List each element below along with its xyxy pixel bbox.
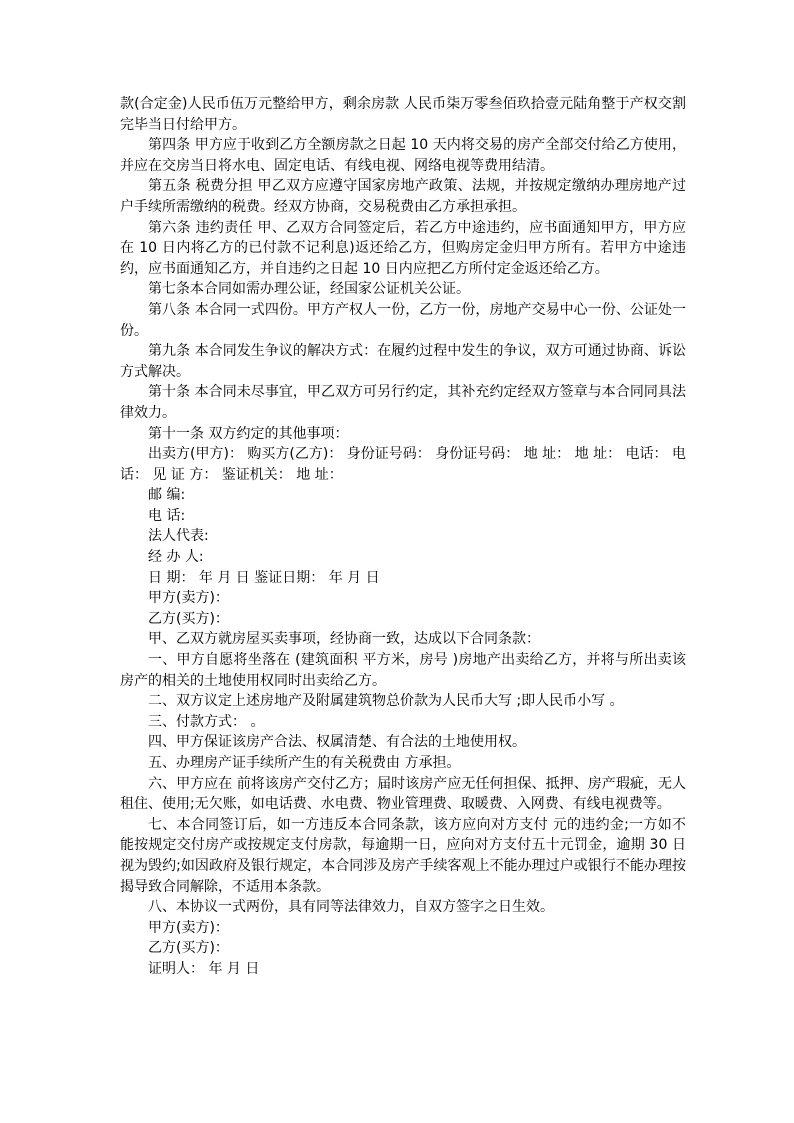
term-3-payment: 三、付款方式： 。 xyxy=(148,713,265,730)
clause-9-disputes: 第九条 本合同发生争议的解决方式：在履约过程中发生的争议，双方可通过协商、诉讼方式解决。 xyxy=(120,343,686,380)
date-line: 日 期： 年 月 日 鉴证日期： 年 月 日 xyxy=(148,569,380,586)
clause-4-handover: 第四条 甲方应于收到乙方全额房款之日起 10 天内将交易的房产全部交付给乙方使用，并应在交房当日将水电、固定电话、有线电视、网络电视等费用结清。 xyxy=(120,137,686,174)
term-2-price: 二、双方议定上述房地产及附属建筑物总价款为人民币大写 ;即人民币小写 。 xyxy=(148,693,624,710)
agreement-intro: 甲、乙双方就房屋买卖事项，经协商一致，达成以下合同条款： xyxy=(148,631,540,648)
witness-date-line: 证明人： 年 月 日 xyxy=(148,960,260,977)
term-4-guarantee: 四、甲方保证该房产合法、权属清楚、有合法的土地使用权。 xyxy=(148,734,526,751)
term-5-fees: 五、办理房产证手续所产生的有关税费由 方承担。 xyxy=(148,755,461,771)
clause-7-notarization: 第七条本合同如需办理公证，经国家公证机关公证。 xyxy=(148,281,470,298)
party-b-buyer-line-2: 乙方(买方)： xyxy=(148,940,229,957)
handler-line: 经 办 人: xyxy=(148,549,204,566)
term-1-property: 一、甲方自愿将坐落在 (建筑面积 平方米，房号 )房地产出卖给乙方，并将与所出卖该房产的相关的土地使用权同时出卖给乙方。 xyxy=(120,652,686,689)
party-b-buyer-line: 乙方(买方)： xyxy=(148,610,229,627)
postcode-line: 邮 编: xyxy=(148,487,186,504)
legal-representative-line: 法人代表: xyxy=(148,528,209,545)
party-a-seller-line-2: 甲方(卖方)： xyxy=(148,919,229,936)
paragraph-deposit-payment: 款(合定金)人民币伍万元整给甲方，剩余房款 人民币柒万零叁佰玖拾壹元陆角整于产权交割完毕当日付给甲方。 xyxy=(120,96,686,133)
clause-6-breach: 第六条 违约责任 甲、乙双方合同签定后，若乙方中途违约，应书面通知甲方，甲方应在 10 日内将乙方的已付款不记利息)返还给乙方，但购房定金归甲方所有。若甲方中途违约，应书面通知乙方，并自违约之日起 10 日内应把乙方所付定金返还给乙方。 xyxy=(120,219,686,277)
party-a-seller-line: 甲方(卖方)： xyxy=(148,590,229,607)
term-6-delivery: 六、甲方应在 前将该房产交付乙方；届时该房产应无任何担保、抵押、房产瑕疵，无人租住、使用;无欠账，如电话费、水电费、物业管理费、取暖费、入网费、有线电视费等。 xyxy=(120,775,686,813)
clause-8-copies: 第八条 本合同一式四份。甲方产权人一份，乙方一份，房地产交易中心一份、公证处一份。 xyxy=(120,301,686,339)
contract-page xyxy=(120,94,686,980)
clause-10-supplement: 第十条 本合同未尽事宜，甲乙双方可另行约定，其补充约定经双方签章与本合同同具法律效力。 xyxy=(120,384,686,421)
signature-parties: 出卖方(甲方)： 购买方(乙方)： 身份证号码： 身份证号码： 地 址： 地 址： 电话： 电 话： 见 证 方： 鉴证机关： 地 址： xyxy=(120,446,686,483)
term-8-effect: 八、本协议一式两份，具有同等法律效力，自双方签字之日生效。 xyxy=(148,899,554,916)
clause-11-other: 第十一条 双方约定的其他事项： xyxy=(148,425,349,442)
phone-line: 电 话: xyxy=(148,507,186,524)
clause-5-taxes: 第五条 税费分担 甲乙双方应遵守国家房地产政策、法规，并按规定缴纳办理房地产过户手续所需缴纳的税费。经双方协商，交易税费由乙方承担承担。 xyxy=(120,178,686,215)
term-7-penalty: 七、本合同签订后，如一方违反本合同条款，该方应向对方支付 元的违约金;一方如不能按规定交付房产或按规定支付房款，每逾期一日，应向对方支付五十元罚金，逾期 30 日视为毁约;如因政府及银行规定，本合同涉及房产手续客观上不能办理过户或银行不能办理按揭导致合同解除，不适用本条款。 xyxy=(120,816,686,895)
